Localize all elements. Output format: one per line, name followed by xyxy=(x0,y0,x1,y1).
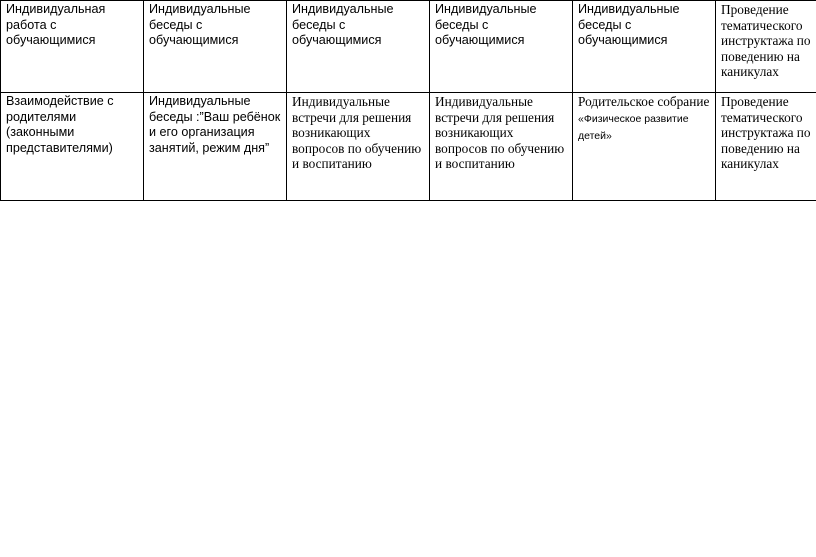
table-cell xyxy=(144,1,287,93)
table-cell xyxy=(144,93,287,201)
table-cell xyxy=(716,1,816,93)
cell-text: Индивидуальные беседы с обучающимися xyxy=(435,2,537,47)
cell-text: Проведение тематического инструктажа по поведению на каникулах xyxy=(721,2,811,79)
cell-text: Индивидуальные беседы с обучающимися xyxy=(149,2,251,47)
cell-text: Индивидуальные встречи для решения возникающих вопросов по обучению и воспитанию xyxy=(292,94,422,171)
cell-text-suffix: «Физическое развитие детей» xyxy=(578,112,689,142)
cell-text: Проведение тематического инструктажа по поведению на каникулах xyxy=(721,94,811,171)
table-cell xyxy=(430,1,573,93)
cell-text: Индивидуальная работа с обучающимися xyxy=(6,2,106,47)
table-row xyxy=(1,1,816,93)
cell-text: Индивидуальные беседы :”Ваш ребёнок и его организация занятий, режим дня” xyxy=(149,94,281,155)
cell-text: Индивидуальные встречи для решения возникающих вопросов по обучению и воспитанию xyxy=(435,94,565,171)
table-cell xyxy=(573,93,716,201)
table-cell xyxy=(287,1,430,93)
table-cell xyxy=(573,1,716,93)
table-cell xyxy=(1,1,144,93)
table-cell xyxy=(716,93,816,201)
cell-text: Индивидуальные беседы с обучающимися xyxy=(292,2,394,47)
plan-table xyxy=(0,0,816,201)
cell-text: Взаимодействие с родителями (законными представителями) xyxy=(6,94,114,155)
table-cell xyxy=(1,93,144,201)
cell-text-prefix: Родительское собрание xyxy=(578,94,710,109)
table-cell xyxy=(430,93,573,201)
table-row xyxy=(1,93,816,201)
table-cell xyxy=(287,93,430,201)
cell-text: Индивидуальные беседы с обучающимися xyxy=(578,2,680,47)
